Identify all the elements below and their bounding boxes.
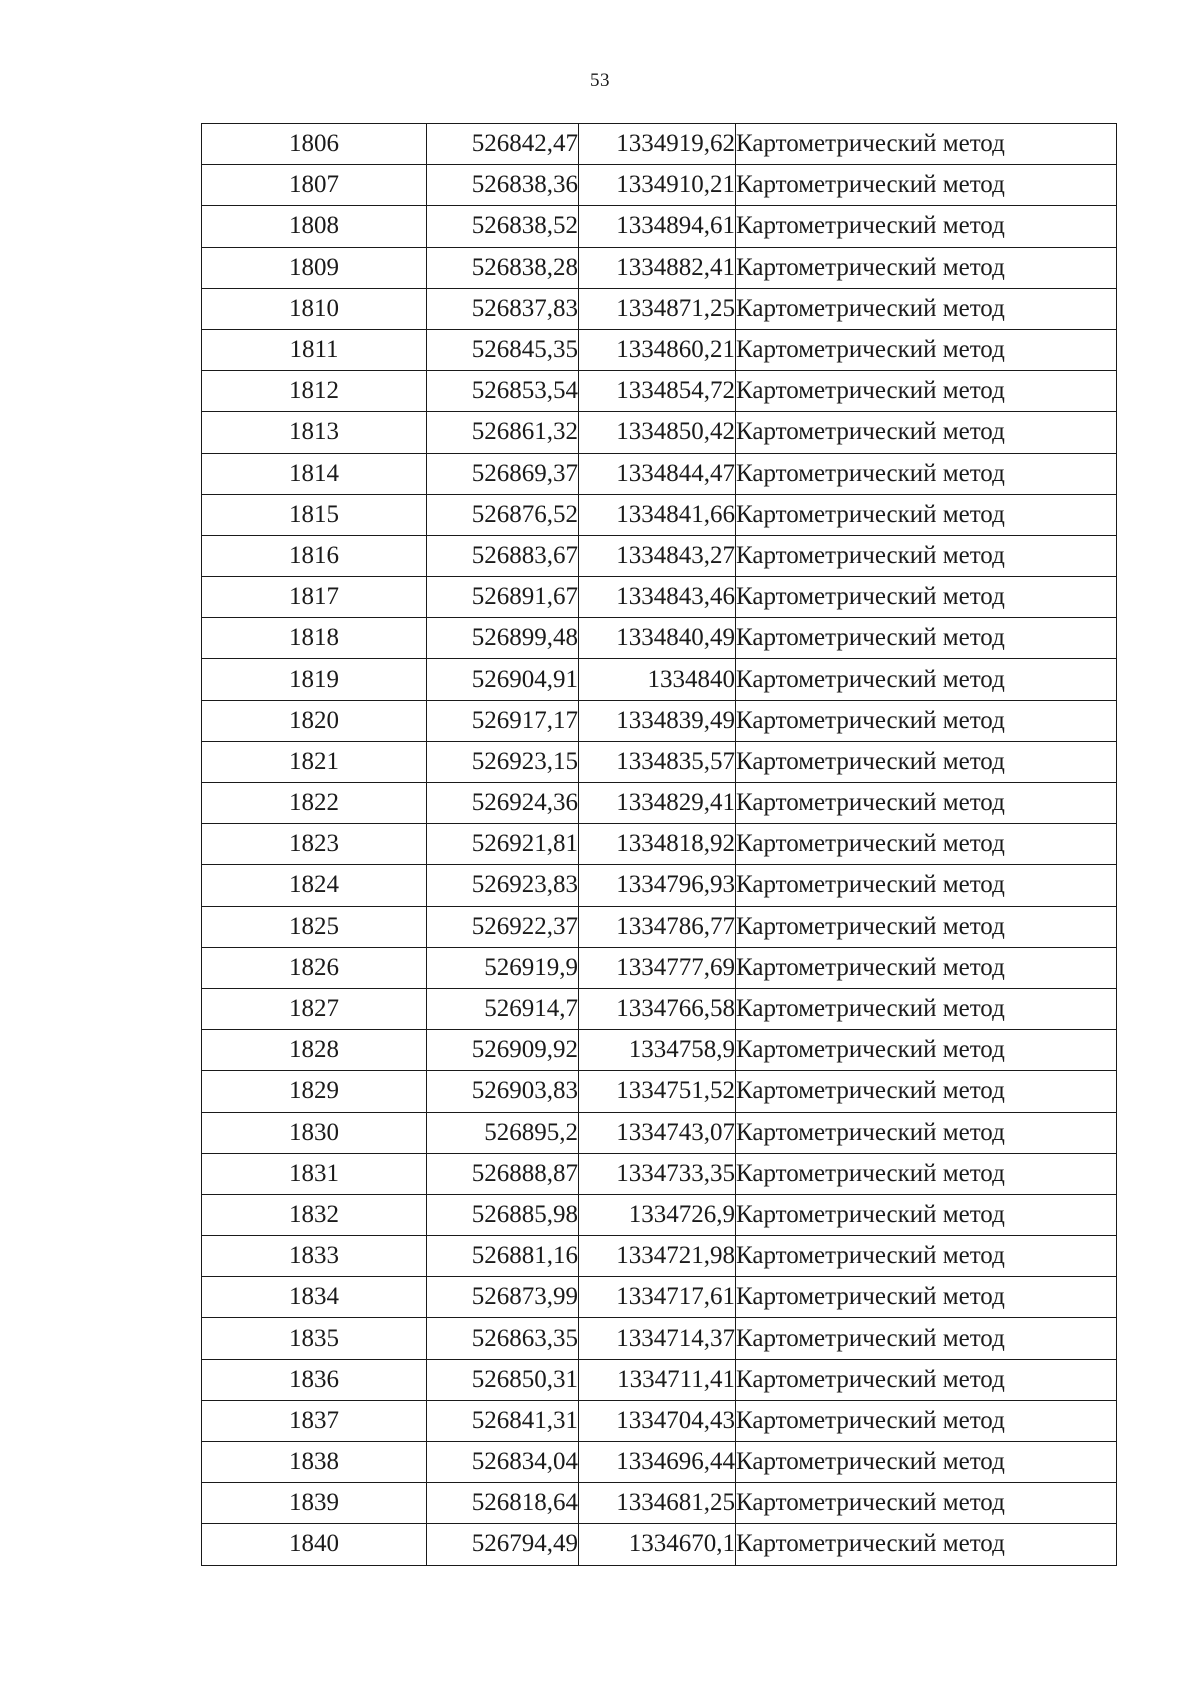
method-cell: Картометрический метод: [736, 288, 1117, 329]
point-number-cell: 1811: [202, 329, 427, 370]
x-coordinate-cell: 526923,83: [427, 865, 579, 906]
x-coordinate-cell: 526909,92: [427, 1030, 579, 1071]
method-cell: Картометрический метод: [736, 1194, 1117, 1235]
table-row: [202, 329, 1117, 370]
method-cell: Картометрический метод: [736, 988, 1117, 1029]
method-cell: Картометрический метод: [736, 577, 1117, 618]
y-coordinate-cell: 1334681,25: [579, 1483, 736, 1524]
table-row: [202, 700, 1117, 741]
y-coordinate-cell: 1334696,44: [579, 1442, 736, 1483]
y-coordinate-cell: 1334711,41: [579, 1359, 736, 1400]
y-coordinate-cell: 1334786,77: [579, 906, 736, 947]
table-row: [202, 1030, 1117, 1071]
table-row: [202, 1071, 1117, 1112]
x-coordinate-cell: 526794,49: [427, 1524, 579, 1565]
table-row: [202, 124, 1117, 165]
x-coordinate-cell: 526885,98: [427, 1194, 579, 1235]
x-coordinate-cell: 526914,7: [427, 988, 579, 1029]
method-cell: Картометрический метод: [736, 453, 1117, 494]
y-coordinate-cell: 1334777,69: [579, 947, 736, 988]
point-number-cell: 1839: [202, 1483, 427, 1524]
x-coordinate-cell: 526919,9: [427, 947, 579, 988]
method-cell: Картометрический метод: [736, 1442, 1117, 1483]
y-coordinate-cell: 1334704,43: [579, 1400, 736, 1441]
method-cell: Картометрический метод: [736, 700, 1117, 741]
x-coordinate-cell: 526841,31: [427, 1400, 579, 1441]
table-row: [202, 453, 1117, 494]
table-row: [202, 865, 1117, 906]
point-number-cell: 1812: [202, 371, 427, 412]
method-cell: Картометрический метод: [736, 124, 1117, 165]
point-number-cell: 1826: [202, 947, 427, 988]
table-row: [202, 1318, 1117, 1359]
x-coordinate-cell: 526924,36: [427, 783, 579, 824]
table-row: [202, 1442, 1117, 1483]
x-coordinate-cell: 526853,54: [427, 371, 579, 412]
table-row: [202, 165, 1117, 206]
y-coordinate-cell: 1334882,41: [579, 247, 736, 288]
x-coordinate-cell: 526838,36: [427, 165, 579, 206]
y-coordinate-cell: 1334717,61: [579, 1277, 736, 1318]
table-row: [202, 1112, 1117, 1153]
table-row: [202, 1483, 1117, 1524]
y-coordinate-cell: 1334919,62: [579, 124, 736, 165]
table-row: [202, 741, 1117, 782]
x-coordinate-cell: 526838,28: [427, 247, 579, 288]
x-coordinate-cell: 526903,83: [427, 1071, 579, 1112]
x-coordinate-cell: 526850,31: [427, 1359, 579, 1400]
y-coordinate-cell: 1334766,58: [579, 988, 736, 1029]
table-row: [202, 577, 1117, 618]
x-coordinate-cell: 526895,2: [427, 1112, 579, 1153]
y-coordinate-cell: 1334840: [579, 659, 736, 700]
y-coordinate-cell: 1334835,57: [579, 741, 736, 782]
method-cell: Картометрический метод: [736, 741, 1117, 782]
method-cell: Картометрический метод: [736, 1483, 1117, 1524]
point-number-cell: 1840: [202, 1524, 427, 1565]
point-number-cell: 1809: [202, 247, 427, 288]
y-coordinate-cell: 1334714,37: [579, 1318, 736, 1359]
x-coordinate-cell: 526921,81: [427, 824, 579, 865]
table-row: [202, 535, 1117, 576]
y-coordinate-cell: 1334910,21: [579, 165, 736, 206]
table-row: [202, 247, 1117, 288]
x-coordinate-cell: 526842,47: [427, 124, 579, 165]
x-coordinate-cell: 526922,37: [427, 906, 579, 947]
table-row: [202, 1236, 1117, 1277]
x-coordinate-cell: 526876,52: [427, 494, 579, 535]
point-number-cell: 1808: [202, 206, 427, 247]
method-cell: Картометрический метод: [736, 659, 1117, 700]
table-row: [202, 1153, 1117, 1194]
table-row: [202, 412, 1117, 453]
point-number-cell: 1807: [202, 165, 427, 206]
point-number-cell: 1816: [202, 535, 427, 576]
table-row: [202, 906, 1117, 947]
x-coordinate-cell: 526891,67: [427, 577, 579, 618]
x-coordinate-cell: 526873,99: [427, 1277, 579, 1318]
method-cell: Картометрический метод: [736, 1071, 1117, 1112]
table-row: [202, 1400, 1117, 1441]
y-coordinate-cell: 1334843,46: [579, 577, 736, 618]
point-number-cell: 1827: [202, 988, 427, 1029]
point-number-cell: 1835: [202, 1318, 427, 1359]
point-number-cell: 1834: [202, 1277, 427, 1318]
x-coordinate-cell: 526863,35: [427, 1318, 579, 1359]
point-number-cell: 1822: [202, 783, 427, 824]
y-coordinate-cell: 1334751,52: [579, 1071, 736, 1112]
method-cell: Картометрический метод: [736, 906, 1117, 947]
table-row: [202, 618, 1117, 659]
page-number: 53: [590, 70, 610, 91]
coordinates-table: [201, 123, 1117, 1566]
method-cell: Картометрический метод: [736, 1030, 1117, 1071]
point-number-cell: 1831: [202, 1153, 427, 1194]
y-coordinate-cell: 1334818,92: [579, 824, 736, 865]
table-row: [202, 1194, 1117, 1235]
method-cell: Картометрический метод: [736, 329, 1117, 370]
x-coordinate-cell: 526923,15: [427, 741, 579, 782]
point-number-cell: 1814: [202, 453, 427, 494]
method-cell: Картометрический метод: [736, 535, 1117, 576]
point-number-cell: 1825: [202, 906, 427, 947]
y-coordinate-cell: 1334839,49: [579, 700, 736, 741]
point-number-cell: 1813: [202, 412, 427, 453]
y-coordinate-cell: 1334871,25: [579, 288, 736, 329]
x-coordinate-cell: 526818,64: [427, 1483, 579, 1524]
method-cell: Картометрический метод: [736, 783, 1117, 824]
point-number-cell: 1815: [202, 494, 427, 535]
method-cell: Картометрический метод: [736, 371, 1117, 412]
x-coordinate-cell: 526883,67: [427, 535, 579, 576]
table-row: [202, 494, 1117, 535]
y-coordinate-cell: 1334670,1: [579, 1524, 736, 1565]
y-coordinate-cell: 1334860,21: [579, 329, 736, 370]
y-coordinate-cell: 1334894,61: [579, 206, 736, 247]
point-number-cell: 1806: [202, 124, 427, 165]
method-cell: Картометрический метод: [736, 824, 1117, 865]
table-row: [202, 1359, 1117, 1400]
table-row: [202, 988, 1117, 1029]
table-row: [202, 783, 1117, 824]
method-cell: Картометрический метод: [736, 618, 1117, 659]
point-number-cell: 1820: [202, 700, 427, 741]
method-cell: Картометрический метод: [736, 1112, 1117, 1153]
y-coordinate-cell: 1334829,41: [579, 783, 736, 824]
y-coordinate-cell: 1334721,98: [579, 1236, 736, 1277]
method-cell: Картометрический метод: [736, 1400, 1117, 1441]
point-number-cell: 1821: [202, 741, 427, 782]
method-cell: Картометрический метод: [736, 1318, 1117, 1359]
method-cell: Картометрический метод: [736, 165, 1117, 206]
y-coordinate-cell: 1334796,93: [579, 865, 736, 906]
table-row: [202, 371, 1117, 412]
point-number-cell: 1823: [202, 824, 427, 865]
method-cell: Картометрический метод: [736, 494, 1117, 535]
x-coordinate-cell: 526869,37: [427, 453, 579, 494]
method-cell: Картометрический метод: [736, 247, 1117, 288]
method-cell: Картометрический метод: [736, 947, 1117, 988]
table-row: [202, 206, 1117, 247]
y-coordinate-cell: 1334840,49: [579, 618, 736, 659]
method-cell: Картометрический метод: [736, 865, 1117, 906]
y-coordinate-cell: 1334733,35: [579, 1153, 736, 1194]
table-row: [202, 288, 1117, 329]
method-cell: Картометрический метод: [736, 1153, 1117, 1194]
point-number-cell: 1828: [202, 1030, 427, 1071]
table-row: [202, 659, 1117, 700]
method-cell: Картометрический метод: [736, 1524, 1117, 1565]
point-number-cell: 1817: [202, 577, 427, 618]
y-coordinate-cell: 1334854,72: [579, 371, 736, 412]
table-row: [202, 947, 1117, 988]
y-coordinate-cell: 1334726,9: [579, 1194, 736, 1235]
x-coordinate-cell: 526834,04: [427, 1442, 579, 1483]
x-coordinate-cell: 526904,91: [427, 659, 579, 700]
y-coordinate-cell: 1334850,42: [579, 412, 736, 453]
method-cell: Картометрический метод: [736, 1277, 1117, 1318]
point-number-cell: 1836: [202, 1359, 427, 1400]
point-number-cell: 1824: [202, 865, 427, 906]
y-coordinate-cell: 1334843,27: [579, 535, 736, 576]
method-cell: Картометрический метод: [736, 1236, 1117, 1277]
point-number-cell: 1832: [202, 1194, 427, 1235]
x-coordinate-cell: 526881,16: [427, 1236, 579, 1277]
y-coordinate-cell: 1334743,07: [579, 1112, 736, 1153]
method-cell: Картометрический метод: [736, 412, 1117, 453]
table-row: [202, 1524, 1117, 1565]
y-coordinate-cell: 1334758,9: [579, 1030, 736, 1071]
point-number-cell: 1819: [202, 659, 427, 700]
x-coordinate-cell: 526917,17: [427, 700, 579, 741]
y-coordinate-cell: 1334841,66: [579, 494, 736, 535]
x-coordinate-cell: 526838,52: [427, 206, 579, 247]
point-number-cell: 1829: [202, 1071, 427, 1112]
x-coordinate-cell: 526899,48: [427, 618, 579, 659]
point-number-cell: 1818: [202, 618, 427, 659]
x-coordinate-cell: 526845,35: [427, 329, 579, 370]
method-cell: Картометрический метод: [736, 206, 1117, 247]
coordinates-table-body: [202, 124, 1117, 1566]
table-row: [202, 1277, 1117, 1318]
point-number-cell: 1833: [202, 1236, 427, 1277]
x-coordinate-cell: 526888,87: [427, 1153, 579, 1194]
x-coordinate-cell: 526861,32: [427, 412, 579, 453]
table-row: [202, 824, 1117, 865]
y-coordinate-cell: 1334844,47: [579, 453, 736, 494]
method-cell: Картометрический метод: [736, 1359, 1117, 1400]
point-number-cell: 1838: [202, 1442, 427, 1483]
point-number-cell: 1830: [202, 1112, 427, 1153]
point-number-cell: 1810: [202, 288, 427, 329]
x-coordinate-cell: 526837,83: [427, 288, 579, 329]
point-number-cell: 1837: [202, 1400, 427, 1441]
